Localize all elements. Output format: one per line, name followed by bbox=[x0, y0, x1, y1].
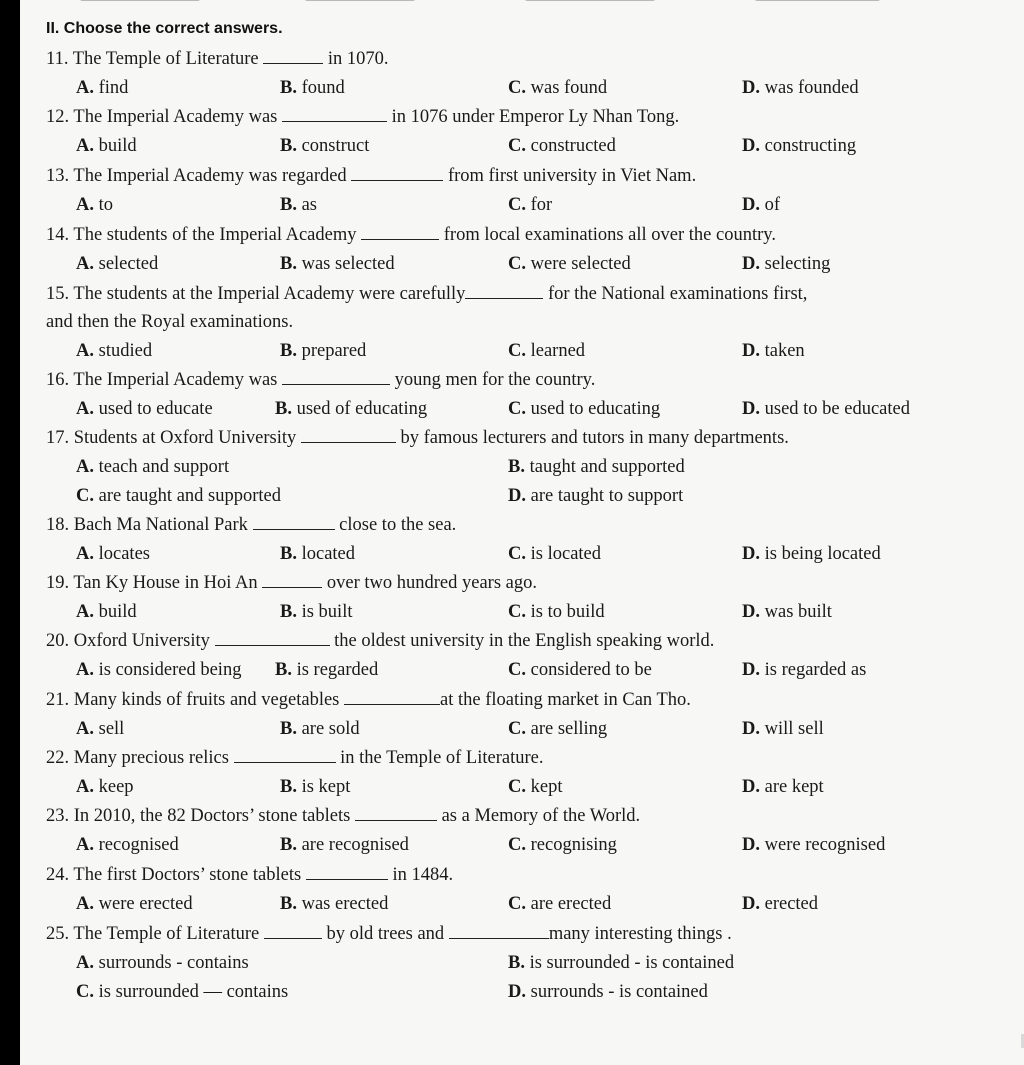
option-22a: A. keep bbox=[76, 777, 134, 797]
question-24: 24. The first Doctors’ stone tablets in 1484. bbox=[46, 865, 454, 885]
option-23d: D. were recognised bbox=[742, 835, 886, 855]
option-22c: C. kept bbox=[508, 777, 563, 797]
question-20: 20. Oxford University the oldest university in the English speaking world. bbox=[46, 631, 715, 651]
option-15d: D. taken bbox=[742, 341, 805, 361]
option-24b: B. was erected bbox=[280, 894, 389, 914]
option-12b: B. construct bbox=[280, 136, 370, 156]
question-23: 23. In 2010, the 82 Doctors’ stone tablets as a Memory of the World. bbox=[46, 806, 641, 826]
option-11a: A. find bbox=[76, 78, 129, 98]
option-14d: D. selecting bbox=[742, 254, 831, 274]
question-22: 22. Many precious relics in the Temple of Literature. bbox=[46, 748, 544, 768]
option-22d: D. are kept bbox=[742, 777, 824, 797]
option-12c: C. constructed bbox=[508, 136, 616, 156]
question-18: 18. Bach Ma National Park close to the sea. bbox=[46, 515, 457, 535]
option-15b: B. prepared bbox=[280, 341, 367, 361]
option-17a: A. teach and support bbox=[76, 457, 230, 477]
question-19: 19. Tan Ky House in Hoi An over two hundred years ago. bbox=[46, 573, 538, 593]
option-17c: C. are taught and supported bbox=[76, 486, 281, 506]
question-15: 15. The students at the Imperial Academy were carefully for the National examinations first, bbox=[46, 284, 808, 304]
option-14c: C. were selected bbox=[508, 254, 631, 274]
option-16d: D. used to be educated bbox=[742, 399, 910, 419]
option-17b: B. taught and supported bbox=[508, 457, 685, 477]
question-17: 17. Students at Oxford University by famous lecturers and tutors in many departments. bbox=[46, 428, 789, 448]
option-19a: A. build bbox=[76, 602, 137, 622]
option-22b: B. is kept bbox=[280, 777, 351, 797]
option-14a: A. selected bbox=[76, 254, 159, 274]
option-24a: A. were erected bbox=[76, 894, 193, 914]
question-11: 11. The Temple of Literature in 1070. bbox=[46, 49, 389, 69]
option-19b: B. is built bbox=[280, 602, 353, 622]
previous-page-residue bbox=[20, 0, 1024, 8]
option-11c: C. was found bbox=[508, 78, 608, 98]
option-21b: B. are sold bbox=[280, 719, 360, 739]
question-12: 12. The Imperial Academy was in 1076 under Emperor Ly Nhan Tong. bbox=[46, 107, 680, 127]
question-16: 16. The Imperial Academy was young men for the country. bbox=[46, 370, 596, 390]
option-25a: A. surrounds - contains bbox=[76, 953, 249, 973]
option-18b: B. located bbox=[280, 544, 356, 564]
option-19d: D. was built bbox=[742, 602, 832, 622]
option-11b: B. found bbox=[280, 78, 345, 98]
option-12d: D. constructing bbox=[742, 136, 857, 156]
option-23b: B. are recognised bbox=[280, 835, 409, 855]
option-20d: D. is regarded as bbox=[742, 660, 867, 680]
option-11d: D. was founded bbox=[742, 78, 859, 98]
option-18d: D. is being located bbox=[742, 544, 881, 564]
option-13a: A. to bbox=[76, 195, 114, 215]
option-24c: C. are erected bbox=[508, 894, 612, 914]
option-23a: A. recognised bbox=[76, 835, 179, 855]
option-15c: C. learned bbox=[508, 341, 586, 361]
option-14b: B. was selected bbox=[280, 254, 395, 274]
question-21: 21. Many kinds of fruits and vegetables at the floating market in Can Tho. bbox=[46, 690, 691, 710]
option-13b: B. as bbox=[280, 195, 318, 215]
worksheet-page bbox=[20, 0, 1024, 1065]
option-12a: A. build bbox=[76, 136, 137, 156]
option-21c: C. are selling bbox=[508, 719, 608, 739]
option-16c: C. used to educating bbox=[508, 399, 661, 419]
option-16b: B. used of educating bbox=[275, 399, 428, 419]
option-20c: C. considered to be bbox=[508, 660, 652, 680]
option-15a: A. studied bbox=[76, 341, 153, 361]
option-20a: A. is considered being bbox=[76, 660, 242, 680]
option-19c: C. is to build bbox=[508, 602, 605, 622]
section-heading: II. Choose the correct answers. bbox=[46, 20, 283, 37]
option-20b: B. is regarded bbox=[275, 660, 379, 680]
question-15-continued: and then the Royal examinations. bbox=[46, 312, 294, 332]
question-13: 13. The Imperial Academy was regarded from first university in Viet Nam. bbox=[46, 166, 697, 186]
option-21a: A. sell bbox=[76, 719, 125, 739]
option-16a: A. used to educate bbox=[76, 399, 213, 419]
option-17d: D. are taught to support bbox=[508, 486, 684, 506]
option-21d: D. will sell bbox=[742, 719, 824, 739]
option-18c: C. is located bbox=[508, 544, 602, 564]
option-25b: B. is surrounded - is contained bbox=[508, 953, 735, 973]
option-24d: D. erected bbox=[742, 894, 819, 914]
question-14: 14. The students of the Imperial Academy from local examinations all over the country. bbox=[46, 225, 776, 245]
option-13d: D. of bbox=[742, 195, 781, 215]
question-25: 25. The Temple of Literature by old trees and many interesting things . bbox=[46, 924, 732, 944]
option-25c: C. is surrounded — contains bbox=[76, 982, 289, 1002]
option-13c: C. for bbox=[508, 195, 553, 215]
option-18a: A. locates bbox=[76, 544, 150, 564]
option-25d: D. surrounds - is contained bbox=[508, 982, 708, 1002]
option-23c: C. recognising bbox=[508, 835, 617, 855]
